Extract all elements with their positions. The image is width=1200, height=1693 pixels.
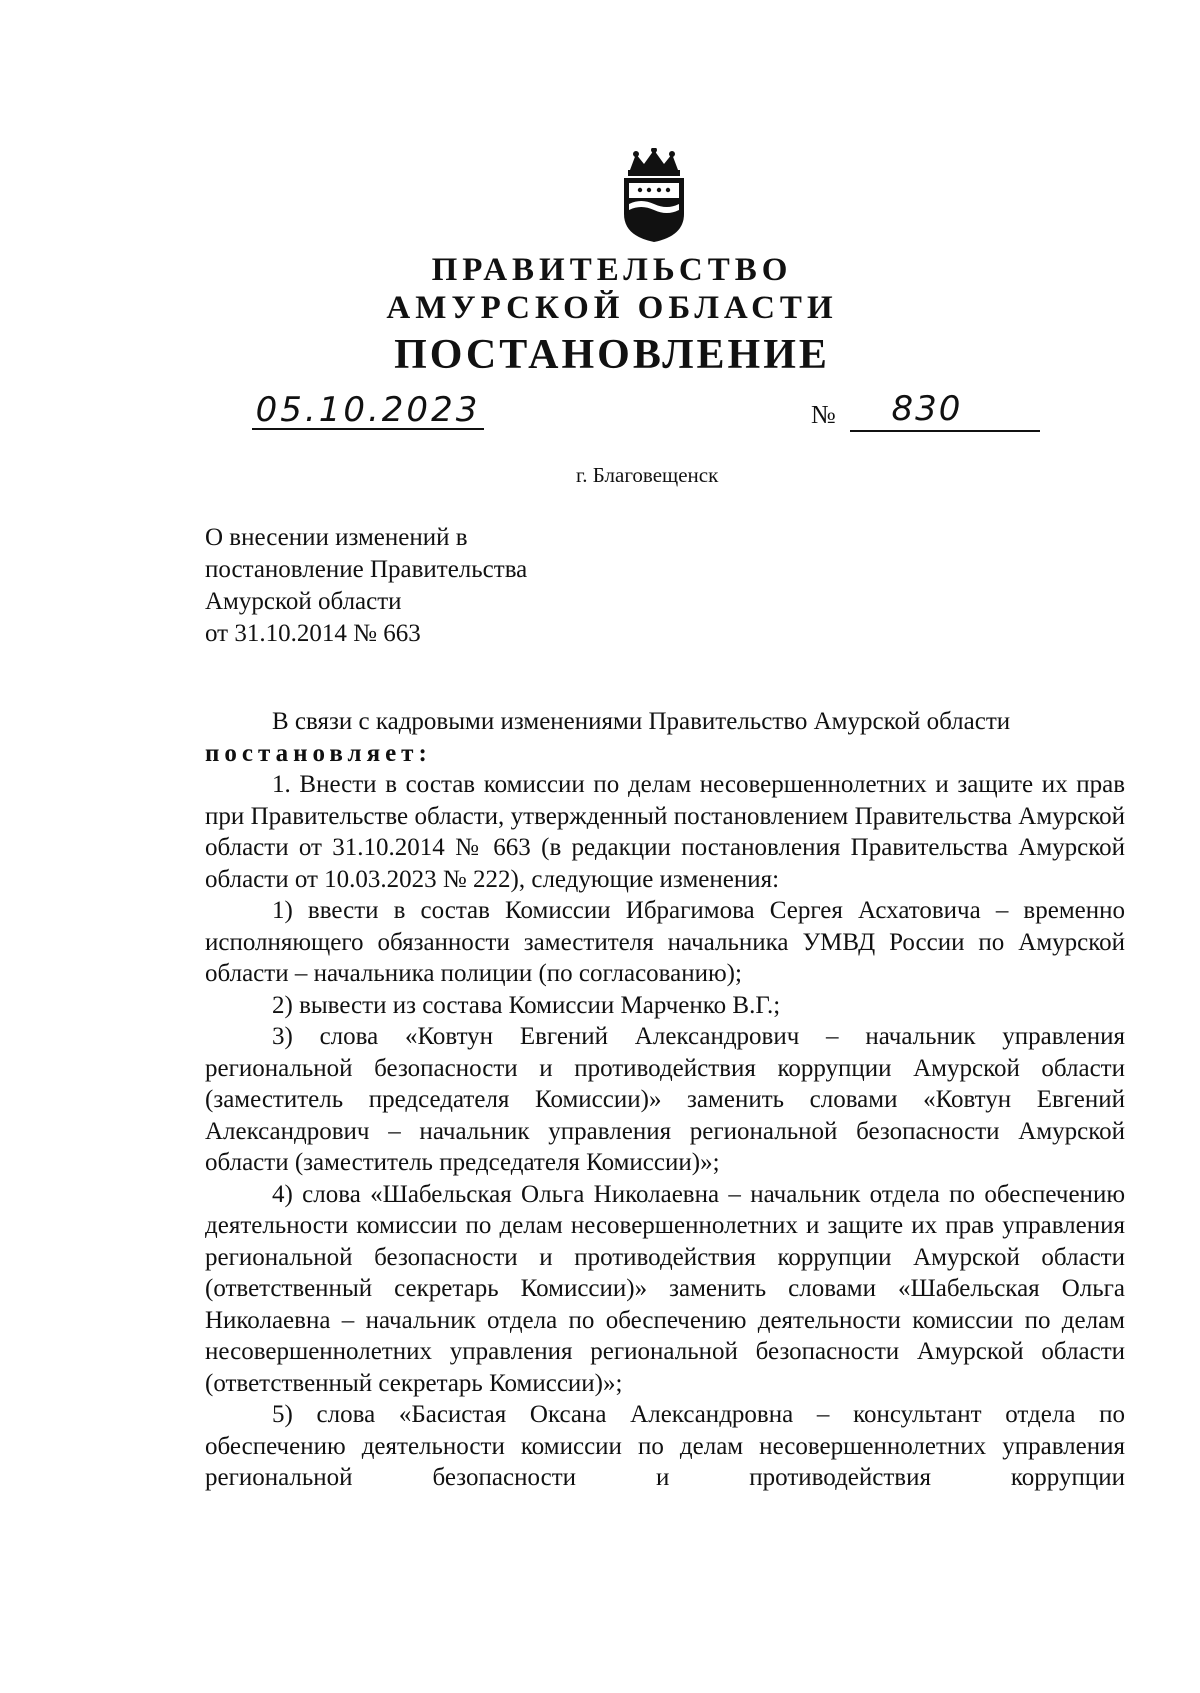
subitem-1-paragraph: 1) ввести в состав Комиссии Ибрагимова Сергея Асхатовича – временно исполняющего обязанности заместителя начальника УМВД России по Амурской области – начальника полиции (по согласованию); xyxy=(205,897,1125,987)
item-1-paragraph: 1. Внести в состав комиссии по делам несовершеннолетних и защите их прав при Правительстве области, утвержденный постановлением Правительства Амурской области от 31.10.2014 № 663 (в редакции постановления Правительства Амурской области от 10.03.2023 № 222), следующие изменения: xyxy=(205,771,1125,893)
coat-of-arms-emblem xyxy=(616,148,692,244)
subject-line: от 31.10.2014 № 663 xyxy=(205,620,421,647)
document-body xyxy=(205,706,1125,1494)
subject-line: О внесении изменений в xyxy=(205,524,468,551)
date-underline xyxy=(252,428,484,430)
subject-line: постановление Правительства xyxy=(205,556,528,583)
organization-name-line2: АМУРСКОЙ ОБЛАСТИ xyxy=(386,290,838,326)
resolves-word: постановляет: xyxy=(205,739,432,767)
document-type-title: ПОСТАНОВЛЕНИЕ xyxy=(394,332,830,378)
subject-line: Амурской области xyxy=(205,588,402,615)
handwritten-date: 05.10.2023 xyxy=(255,390,481,430)
city-name: г. Благовещенск xyxy=(576,463,719,487)
resolves-paragraph xyxy=(205,738,1125,770)
subitem-4-paragraph: 4) слова «Шабельская Ольга Николаевна – начальник отдела по обеспечению деятельности комиссии по делам несовершеннолетних и защите их прав управления региональной безопасности и противодействия коррупции Амурской области (ответственный секретарь Комиссии)» заменить словами «Шабельская Ольга Николаевна – начальник отдела по обеспечению деятельности комиссии по делам несовершеннолетних управления региональной безопасности Амурской области (ответственный секретарь Комиссии)»; xyxy=(205,1180,1125,1397)
number-underline xyxy=(850,430,1040,432)
number-label: № xyxy=(811,400,836,429)
subitem-3-paragraph: 3) слова «Ковтун Евгений Александрович – начальник управления региональной безопасности и противодействия коррупции Амурской области (заместитель председателя Комиссии)» заменить словами «Ковтун Евгений Александрович – начальник управления региональной безопасности Амурской области (заместитель председателя Комиссии)»; xyxy=(205,1023,1125,1176)
preamble-paragraph: В связи с кадровыми изменениями Правительство Амурской области xyxy=(272,708,1011,735)
document-subject xyxy=(205,522,685,650)
subitem-2-paragraph: 2) вывести из состава Комиссии Марченко В.Г.; xyxy=(272,991,781,1019)
organization-name-line1: ПРАВИТЕЛЬСТВО xyxy=(431,252,793,288)
handwritten-number: 830 xyxy=(891,389,963,429)
subitem-5-paragraph: 5) слова «Басистая Оксана Александровна – консультант отдела по обеспечению деятельности комиссии по делам несовершеннолетних управления региональной безопасности и противодействия коррупции xyxy=(205,1401,1125,1491)
